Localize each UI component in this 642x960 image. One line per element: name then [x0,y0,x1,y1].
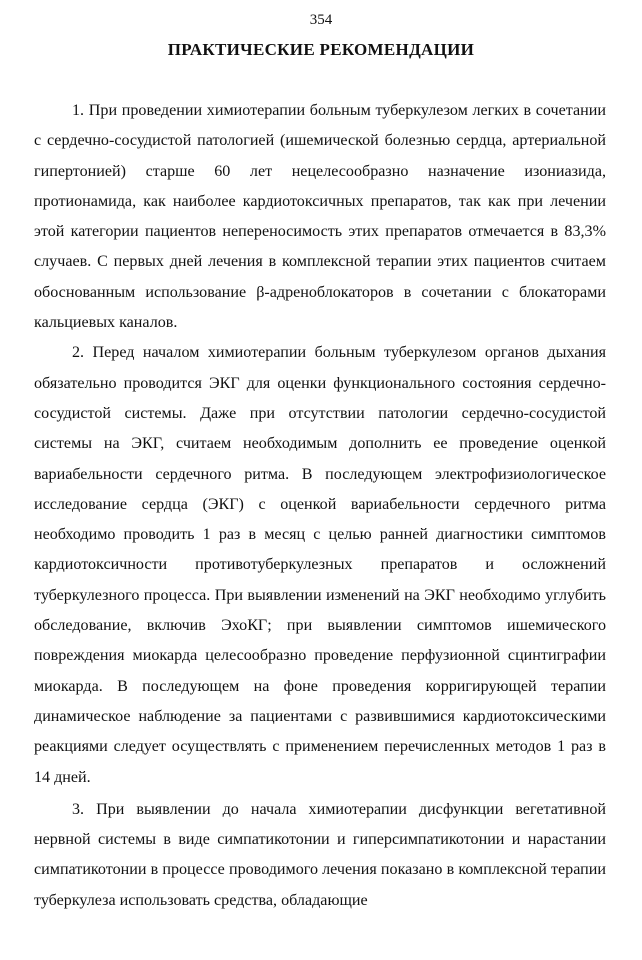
section-title: ПРАКТИЧЕСКИЕ РЕКОМЕНДАЦИИ [167,40,475,59]
document-body [34,96,606,916]
paragraph-2: 2. Перед началом химиотерапии больным туберкулезом органов дыхания обязательно проводится ЭКГ для оценки функционального состояния сердечно-сосудистой системы. Даже при отсутствии патологии сердечно-сосудистой системы на ЭКГ, считаем необходимым дополнить ее проведение оценкой вариабельности сердечного ритма. В последующем электрофизиологическое исследование сердца (ЭКГ) с оценкой вариабельности сердечного ритма необходимо проводить 1 раз в месяц с целью ранней диагностики симптомов кардиотоксичности противотуберкулезных препаратов и осложнений туберкулезного процесса. При выявлении изменений на ЭКГ необходимо углубить обследование, включив ЭхоКГ; при выявлении симптомов ишемического повреждения миокарда целесообразно проведение перфузионной сцинтиграфии миокарда. В последующем на фоне проведения корригирующей терапии динамическое наблюдение за пациентами с развившимися кардиотоксическими реакциями следует осуществлять с применением перечисленных методов 1 раз в 14 дней. [34,344,606,786]
page-number: 354 [309,12,333,28]
paragraph-1: 1. При проведении химиотерапии больным туберкулезом легких в сочетании с сердечно-сосудистой патологией (ишемической болезнью сердца, артериальной гипертонией) старше 60 лет нецелесообразно назначение изониазида, протионамида, как наиболее кардиотоксичных препаратов, так как при лечении этой категории пациентов непереносимость этих препаратов отмечается в 83,3% случаев. С первых дней лечения в комплексной терапии этих пациентов считаем обоснованным использование β-адреноблокаторов в сочетании с блокаторами кальциевых каналов. [34,102,606,332]
paragraph-3: 3. При выявлении до начала химиотерапии дисфункции вегетативной нервной системы в виде симпатикотонии и гиперсимпатикотонии и нарастании симпатикотонии в процессе проводимого лечения показано в комплексной терапии туберкулеза использовать средства, обладающие [34,800,606,909]
